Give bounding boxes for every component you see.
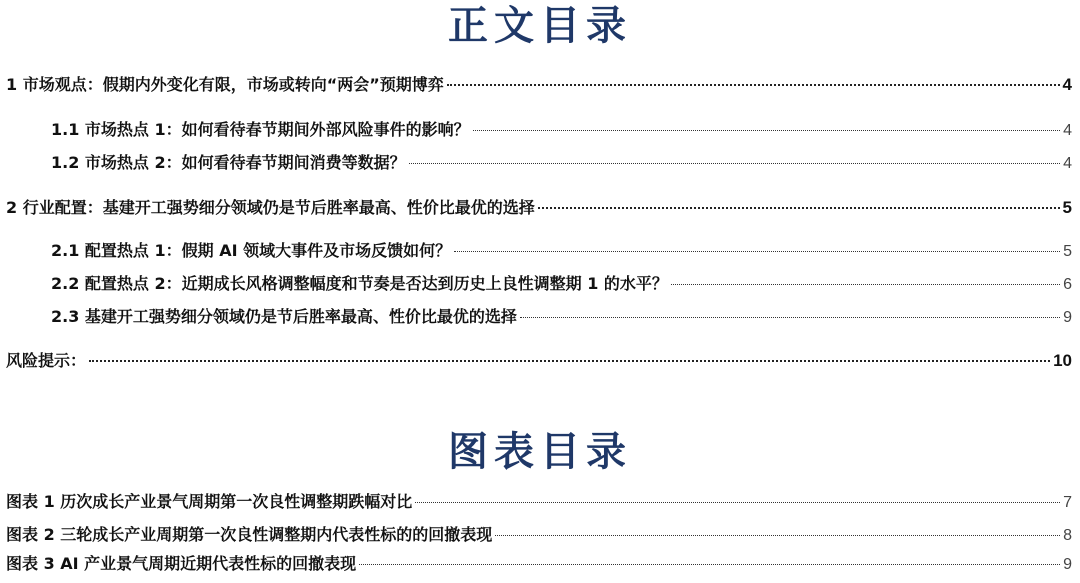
toc-entry-label: 2.1 配置热点 1：假期 AI 领域大事件及市场反馈如何？: [51, 241, 452, 260]
dot-leader: [454, 251, 1060, 252]
toc-heading: 正文目录: [448, 2, 632, 49]
figure-entry-page: 9: [1063, 556, 1072, 573]
toc-entry-label: 1 市场观点：假期内外变化有限，市场或转向“两会”预期博弈: [6, 75, 444, 94]
toc-entry-2[interactable]: [6, 197, 1072, 219]
toc-entry-label: 1.2 市场热点 2：如何看待春节期间消费等数据？: [51, 153, 406, 172]
figure-entry-label: 图表 3 AI 产业景气周期近期代表性标的回撤表现: [6, 554, 357, 573]
dot-leader: [520, 317, 1060, 318]
toc-entry-2-2[interactable]: [51, 273, 1072, 296]
toc-entry-page: 6: [1063, 276, 1072, 293]
toc-entry-risk[interactable]: [6, 350, 1072, 372]
toc-entry-page: 5: [1062, 198, 1072, 217]
toc-entry-2-1[interactable]: [51, 240, 1072, 263]
dot-leader: [473, 130, 1060, 131]
figure-entry-page: 7: [1063, 494, 1072, 511]
dot-leader: [409, 163, 1060, 164]
figures-heading: 图表目录: [448, 428, 632, 475]
toc-entry-1[interactable]: [6, 74, 1072, 96]
dot-leader: [415, 502, 1060, 503]
dot-leader: [447, 84, 1060, 86]
toc-entry-page: 4: [1063, 155, 1072, 172]
toc-entry-label: 2.3 基建开工强势细分领域仍是节后胜率最高、性价比最优的选择: [51, 307, 517, 326]
dot-leader: [671, 284, 1060, 285]
dot-leader: [538, 207, 1060, 209]
toc-entry-page: 10: [1053, 351, 1072, 370]
dot-leader: [359, 564, 1060, 565]
figure-entry-3[interactable]: [6, 553, 1072, 576]
toc-entry-1-2[interactable]: [51, 152, 1072, 175]
toc-entry-label: 2 行业配置：基建开工强势细分领域仍是节后胜率最高、性价比最优的选择: [6, 198, 535, 217]
toc-entry-page: 9: [1063, 309, 1072, 326]
toc-entry-page: 4: [1063, 122, 1072, 139]
figure-entry-page: 8: [1063, 527, 1072, 544]
figure-entry-label: 图表 2 三轮成长产业周期第一次良性调整期内代表性标的的回撤表现: [6, 525, 493, 544]
toc-entry-label: 风险提示：: [6, 351, 87, 370]
toc-entry-label: 2.2 配置热点 2：近期成长风格调整幅度和节奏是否达到历史上良性调整期 1 的水平？: [51, 274, 668, 293]
toc-entry-2-3[interactable]: [51, 306, 1072, 329]
figure-entry-2[interactable]: [6, 524, 1072, 547]
dot-leader: [495, 535, 1060, 536]
figure-entry-label: 图表 1 历次成长产业景气周期第一次良性调整期跌幅对比: [6, 492, 413, 511]
figure-entry-1[interactable]: [6, 491, 1072, 514]
dot-leader: [89, 360, 1050, 362]
toc-entry-1-1[interactable]: [51, 119, 1072, 142]
toc-entry-page: 5: [1063, 243, 1072, 260]
toc-entry-label: 1.1 市场热点 1：如何看待春节期间外部风险事件的影响？: [51, 120, 470, 139]
toc-entry-page: 4: [1062, 75, 1072, 94]
